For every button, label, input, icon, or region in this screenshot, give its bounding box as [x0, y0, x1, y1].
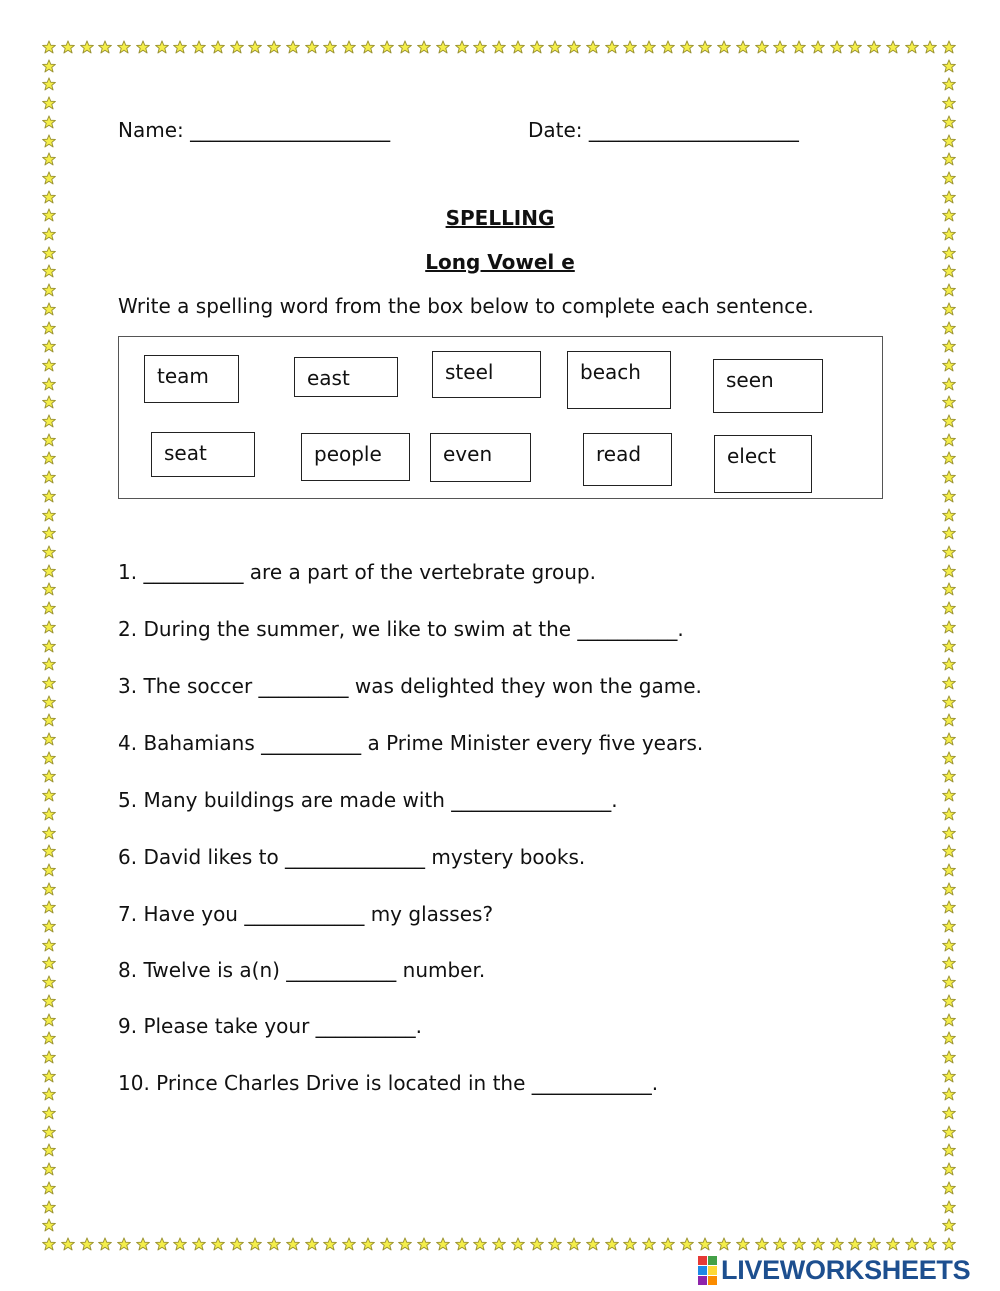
star-icon — [380, 40, 394, 54]
star-icon — [736, 1237, 750, 1251]
star-icon — [942, 994, 956, 1008]
star-icon — [42, 115, 56, 129]
star-icon — [267, 40, 281, 54]
star-icon — [42, 152, 56, 166]
star-icon — [942, 59, 956, 73]
star-icon — [942, 395, 956, 409]
star-icon — [942, 713, 956, 727]
star-icon — [42, 414, 56, 428]
star-icon — [942, 1087, 956, 1101]
star-icon — [42, 1237, 56, 1251]
star-icon — [942, 769, 956, 783]
star-icon — [942, 377, 956, 391]
star-icon — [492, 40, 506, 54]
star-icon — [905, 40, 919, 54]
star-icon — [42, 732, 56, 746]
star-icon — [680, 40, 694, 54]
star-icon — [267, 1237, 281, 1251]
star-icon — [886, 40, 900, 54]
star-icon — [117, 1237, 131, 1251]
star-icon — [942, 115, 956, 129]
star-icon — [942, 695, 956, 709]
star-icon — [848, 1237, 862, 1251]
star-icon — [42, 844, 56, 858]
star-icon — [42, 134, 56, 148]
star-icon — [942, 620, 956, 634]
star-icon — [942, 1125, 956, 1139]
star-icon — [398, 1237, 412, 1251]
word-bank-item: team — [144, 355, 239, 403]
star-icon — [642, 40, 656, 54]
star-icon — [42, 302, 56, 316]
star-icon — [42, 433, 56, 447]
star-icon — [42, 582, 56, 596]
star-icon — [942, 863, 956, 877]
star-icon — [42, 994, 56, 1008]
star-icon — [942, 582, 956, 596]
star-icon — [511, 40, 525, 54]
star-icon — [942, 975, 956, 989]
star-icon — [192, 40, 206, 54]
star-icon — [361, 1237, 375, 1251]
sentence-item[interactable]: 2. During the summer, we like to swim at the __________. — [118, 617, 684, 641]
star-icon — [942, 171, 956, 185]
instructions: Write a spelling word from the box below to complete each sentence. — [118, 294, 814, 318]
sentence-item[interactable]: 5. Many buildings are made with ________________. — [118, 788, 618, 812]
star-icon — [605, 40, 619, 54]
star-icon — [942, 882, 956, 896]
star-icon — [755, 1237, 769, 1251]
date-field[interactable]: Date: _____________________ — [528, 118, 799, 142]
star-icon — [942, 1069, 956, 1083]
star-icon — [605, 1237, 619, 1251]
star-icon — [755, 40, 769, 54]
word-bank-item: people — [301, 433, 410, 481]
star-icon — [42, 657, 56, 671]
star-icon — [867, 40, 881, 54]
star-icon — [736, 40, 750, 54]
star-icon — [42, 283, 56, 297]
star-icon — [942, 601, 956, 615]
star-icon — [473, 40, 487, 54]
star-icon — [811, 40, 825, 54]
sentence-item[interactable]: 7. Have you ____________ my glasses? — [118, 902, 494, 926]
star-icon — [830, 40, 844, 54]
star-icon — [942, 134, 956, 148]
star-icon — [942, 545, 956, 559]
star-icon — [305, 40, 319, 54]
star-icon — [942, 77, 956, 91]
star-icon — [42, 1106, 56, 1120]
star-icon — [548, 40, 562, 54]
star-icon — [248, 40, 262, 54]
star-icon — [42, 545, 56, 559]
star-icon — [42, 1050, 56, 1064]
star-icon — [42, 1143, 56, 1157]
word-bank-item: east — [294, 357, 398, 397]
star-icon — [942, 826, 956, 840]
star-icon — [42, 938, 56, 952]
star-icon — [942, 807, 956, 821]
star-icon — [417, 40, 431, 54]
star-icon — [342, 40, 356, 54]
star-icon — [942, 339, 956, 353]
star-icon — [192, 1237, 206, 1251]
star-icon — [942, 433, 956, 447]
star-icon — [173, 1237, 187, 1251]
star-icon — [942, 470, 956, 484]
star-icon — [830, 1237, 844, 1251]
star-icon — [942, 1143, 956, 1157]
star-icon — [42, 882, 56, 896]
star-icon — [680, 1237, 694, 1251]
star-icon — [42, 171, 56, 185]
star-icon — [886, 1237, 900, 1251]
star-icon — [773, 40, 787, 54]
word-bank-item: elect — [714, 435, 812, 493]
star-icon — [942, 1106, 956, 1120]
star-icon — [848, 40, 862, 54]
star-icon — [42, 975, 56, 989]
star-icon — [61, 40, 75, 54]
star-icon — [942, 302, 956, 316]
star-icon — [230, 1237, 244, 1251]
star-icon — [942, 414, 956, 428]
star-icon — [398, 40, 412, 54]
star-icon — [942, 657, 956, 671]
star-icon — [42, 470, 56, 484]
star-icon — [42, 1069, 56, 1083]
star-icon — [286, 40, 300, 54]
star-icon — [323, 40, 337, 54]
star-icon — [230, 40, 244, 54]
star-icon — [623, 1237, 637, 1251]
star-icon — [42, 40, 56, 54]
star-icon — [42, 1087, 56, 1101]
star-icon — [211, 40, 225, 54]
sentence-item[interactable]: 4. Bahamians __________ a Prime Minister every five years. — [118, 731, 704, 755]
star-icon — [42, 96, 56, 110]
star-icon — [792, 1237, 806, 1251]
sentence-item[interactable]: 9. Please take your __________. — [118, 1014, 423, 1038]
star-icon — [42, 451, 56, 465]
star-icon — [942, 751, 956, 765]
star-icon — [867, 1237, 881, 1251]
star-icon — [717, 1237, 731, 1251]
star-icon — [942, 283, 956, 297]
star-icon — [42, 508, 56, 522]
star-icon — [323, 1237, 337, 1251]
sentence-item[interactable]: 6. David likes to ______________ mystery books. — [118, 845, 586, 869]
star-icon — [942, 489, 956, 503]
star-icon — [361, 40, 375, 54]
star-icon — [942, 1162, 956, 1176]
star-icon — [436, 1237, 450, 1251]
star-icon — [942, 732, 956, 746]
star-icon — [942, 564, 956, 578]
star-icon — [942, 40, 956, 54]
star-icon — [42, 59, 56, 73]
star-icon — [155, 40, 169, 54]
star-icon — [530, 1237, 544, 1251]
star-icon — [811, 1237, 825, 1251]
star-icon — [42, 695, 56, 709]
star-icon — [923, 1237, 937, 1251]
star-icon — [923, 40, 937, 54]
star-icon — [42, 601, 56, 615]
star-icon — [623, 40, 637, 54]
star-icon — [42, 339, 56, 353]
word-bank-item: seen — [713, 359, 823, 413]
star-icon — [586, 1237, 600, 1251]
star-icon — [42, 1031, 56, 1045]
star-icon — [905, 1237, 919, 1251]
star-icon — [942, 900, 956, 914]
star-icon — [42, 676, 56, 690]
star-icon — [98, 1237, 112, 1251]
star-icon — [511, 1237, 525, 1251]
star-icon — [42, 395, 56, 409]
sentence-item[interactable]: 10. Prince Charles Drive is located in the ____________. — [118, 1071, 659, 1095]
star-icon — [455, 1237, 469, 1251]
star-icon — [42, 1200, 56, 1214]
star-icon — [942, 190, 956, 204]
star-icon — [42, 564, 56, 578]
star-icon — [942, 938, 956, 952]
star-icon — [942, 1050, 956, 1064]
star-icon — [473, 1237, 487, 1251]
star-icon — [455, 40, 469, 54]
star-icon — [42, 1181, 56, 1195]
star-icon — [586, 40, 600, 54]
sentence-item[interactable]: 8. Twelve is a(n) ___________ number. — [118, 958, 486, 982]
logo-blocks-icon — [698, 1256, 717, 1285]
star-icon — [42, 377, 56, 391]
star-icon — [698, 1237, 712, 1251]
worksheet-title: SPELLING — [445, 206, 555, 230]
star-icon — [436, 40, 450, 54]
word-bank-item: beach — [567, 351, 671, 409]
star-icon — [42, 358, 56, 372]
word-bank-item: seat — [151, 432, 255, 477]
star-icon — [155, 1237, 169, 1251]
star-icon — [567, 40, 581, 54]
star-icon — [530, 40, 544, 54]
star-icon — [42, 900, 56, 914]
star-icon — [642, 1237, 656, 1251]
star-icon — [42, 751, 56, 765]
word-bank-item: read — [583, 433, 672, 486]
star-icon — [42, 826, 56, 840]
star-icon — [942, 358, 956, 372]
name-field[interactable]: Name: ____________________ — [118, 118, 391, 142]
star-icon — [42, 1125, 56, 1139]
star-icon — [136, 40, 150, 54]
star-icon — [42, 489, 56, 503]
sentence-item[interactable]: 1. __________ are a part of the vertebrate group. — [118, 560, 596, 584]
star-icon — [942, 788, 956, 802]
star-icon — [173, 40, 187, 54]
word-bank-item: steel — [432, 351, 541, 398]
star-icon — [248, 1237, 262, 1251]
star-icon — [492, 1237, 506, 1251]
star-icon — [42, 526, 56, 540]
star-icon — [42, 713, 56, 727]
star-icon — [942, 919, 956, 933]
star-icon — [211, 1237, 225, 1251]
star-icon — [717, 40, 731, 54]
word-bank-item: even — [430, 433, 531, 482]
star-icon — [80, 1237, 94, 1251]
star-icon — [942, 96, 956, 110]
worksheet-subtitle: Long Vowel e — [425, 250, 575, 274]
liveworksheets-logo — [698, 1255, 970, 1285]
star-icon — [773, 1237, 787, 1251]
star-icon — [42, 1218, 56, 1232]
star-icon — [942, 526, 956, 540]
star-icon — [42, 769, 56, 783]
star-icon — [42, 956, 56, 970]
star-icon — [661, 1237, 675, 1251]
star-icon — [42, 620, 56, 634]
star-icon — [42, 863, 56, 877]
star-icon — [942, 1218, 956, 1232]
star-icon — [42, 77, 56, 91]
star-icon — [942, 451, 956, 465]
star-icon — [942, 676, 956, 690]
star-icon — [942, 1031, 956, 1045]
star-icon — [942, 1181, 956, 1195]
star-icon — [342, 1237, 356, 1251]
star-icon — [286, 1237, 300, 1251]
star-icon — [136, 1237, 150, 1251]
star-icon — [42, 1162, 56, 1176]
star-icon — [942, 639, 956, 653]
star-icon — [380, 1237, 394, 1251]
star-icon — [42, 1013, 56, 1027]
star-icon — [942, 844, 956, 858]
star-icon — [942, 321, 956, 335]
star-icon — [42, 807, 56, 821]
star-icon — [661, 40, 675, 54]
star-icon — [42, 321, 56, 335]
star-icon — [567, 1237, 581, 1251]
star-icon — [942, 508, 956, 522]
star-icon — [942, 956, 956, 970]
star-icon — [942, 1013, 956, 1027]
star-icon — [942, 1200, 956, 1214]
word-bank — [118, 336, 883, 499]
star-icon — [42, 190, 56, 204]
star-icon — [61, 1237, 75, 1251]
star-icon — [117, 40, 131, 54]
star-icon — [98, 40, 112, 54]
star-icon — [42, 788, 56, 802]
star-icon — [942, 152, 956, 166]
star-icon — [42, 919, 56, 933]
star-icon — [942, 1237, 956, 1251]
star-icon — [80, 40, 94, 54]
star-icon — [42, 639, 56, 653]
star-icon — [698, 40, 712, 54]
star-icon — [417, 1237, 431, 1251]
logo-text: LIVEWORKSHEETS — [721, 1254, 971, 1285]
star-icon — [305, 1237, 319, 1251]
star-icon — [792, 40, 806, 54]
star-icon — [548, 1237, 562, 1251]
sentence-item[interactable]: 3. The soccer _________ was delighted they won the game. — [118, 674, 702, 698]
